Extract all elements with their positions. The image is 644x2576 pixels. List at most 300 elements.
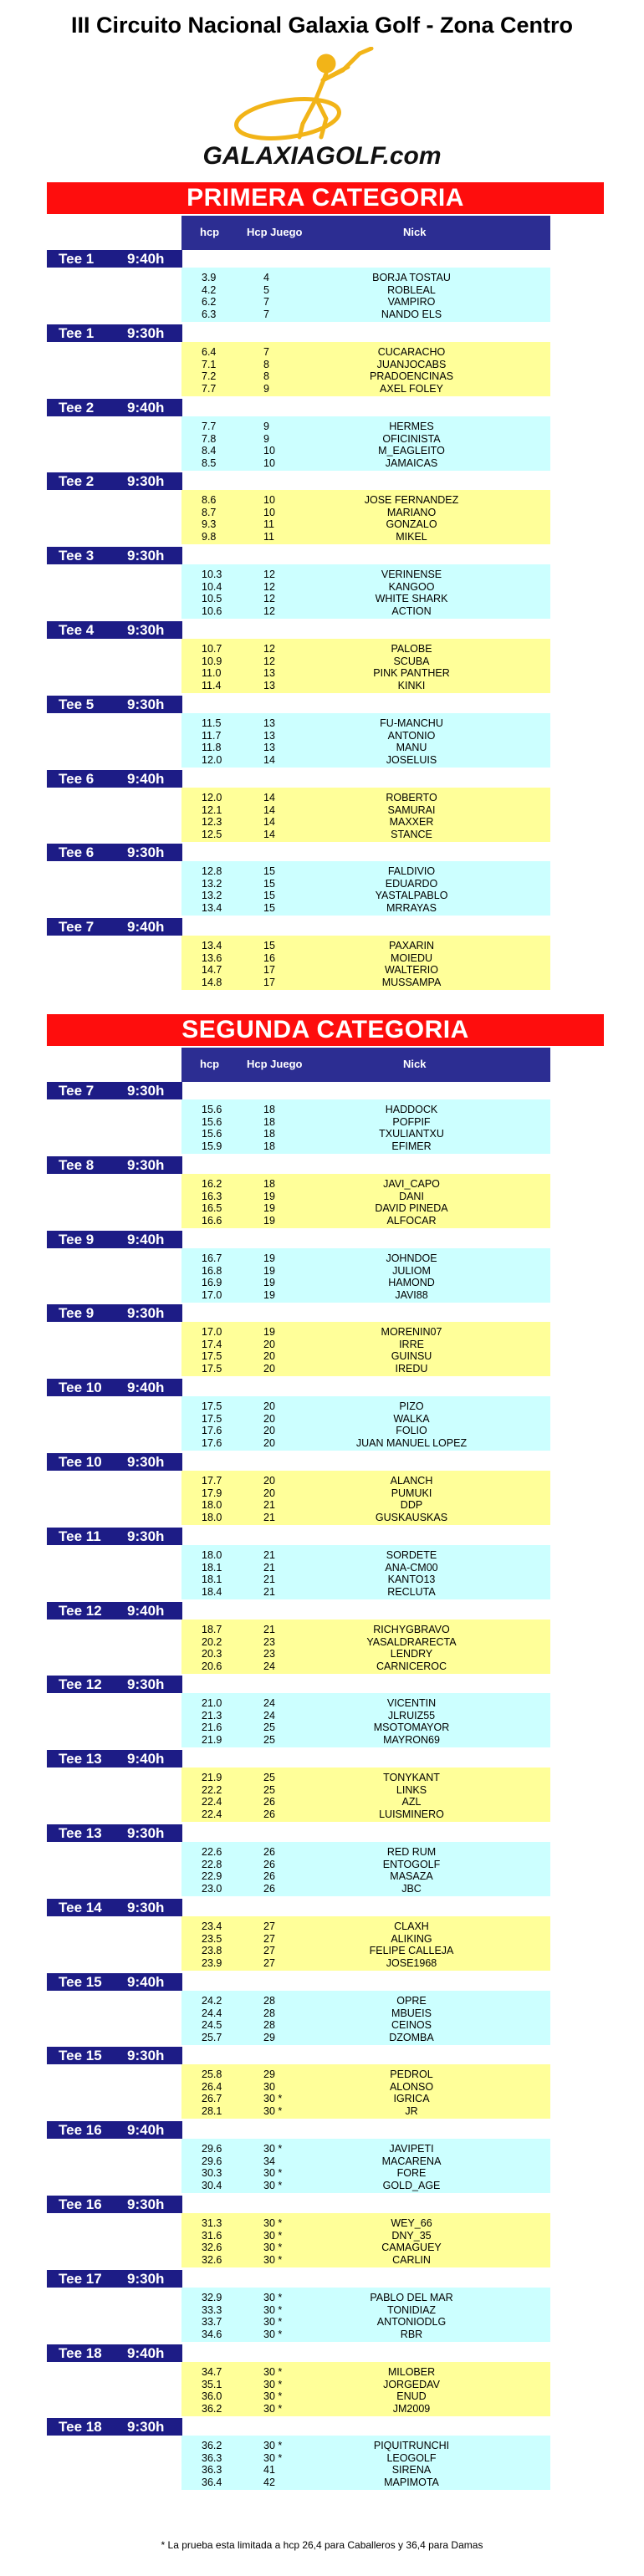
player-row <box>181 2105 550 2118</box>
player-hcp: 15.9 <box>202 1140 222 1152</box>
player-row <box>181 742 550 754</box>
tee-group <box>181 1396 550 1451</box>
player-row <box>181 1784 550 1797</box>
player-nick: JM2009 <box>392 2402 431 2415</box>
tee-number: Tee 7 <box>59 919 95 935</box>
tee-group <box>181 1693 550 1747</box>
player-hcp-juego: 20 <box>263 1338 275 1350</box>
player-row <box>181 2403 550 2415</box>
player-hcp-juego: 12 <box>263 643 275 655</box>
player-hcp: 8.4 <box>202 445 217 457</box>
player-nick: PAXARIN <box>389 940 434 951</box>
player-nick: FU-MANCHU <box>380 717 443 729</box>
tee-group <box>181 2213 550 2267</box>
start-time: 9:30h <box>127 2196 165 2212</box>
player-hcp-juego: 19 <box>263 1288 275 1301</box>
player-row <box>181 1289 550 1302</box>
player-row <box>181 2007 550 2020</box>
start-time: 9:40h <box>127 2345 165 2361</box>
page-title: III Circuito Nacional Galaxia Golf - Zona Centro <box>70 13 574 38</box>
player-nick: OFICINISTA <box>382 432 441 445</box>
start-time: 9:40h <box>127 919 165 935</box>
player-row <box>181 878 550 890</box>
start-time: 9:40h <box>127 1751 165 1767</box>
player-row <box>181 507 550 519</box>
player-hcp: 22.6 <box>202 1846 222 1858</box>
tee-group <box>181 1767 550 1822</box>
player-row <box>181 1697 550 1710</box>
player-nick: MACARENA <box>381 2155 442 2167</box>
tee-number: Tee 5 <box>59 696 95 712</box>
player-hcp-juego: 30 * <box>263 2440 283 2451</box>
player-nick: GUINSU <box>391 1350 432 1362</box>
tee-group <box>181 2436 550 2490</box>
player-nick: JOSE FERNANDEZ <box>364 494 459 506</box>
player-row <box>181 1933 550 1946</box>
player-nick: MARIANO <box>386 506 437 518</box>
player-nick: PEDROL <box>390 2068 433 2080</box>
player-hcp: 26.4 <box>202 2080 222 2093</box>
player-hcp-juego: 26 <box>263 1882 275 1895</box>
player-row <box>181 1808 550 1821</box>
start-time: 9:40h <box>127 251 165 267</box>
player-hcp: 32.6 <box>202 2253 222 2266</box>
player-nick: JAMAICAS <box>385 457 438 469</box>
player-hcp-juego: 16 <box>263 951 275 964</box>
player-hcp: 31.6 <box>202 2229 222 2242</box>
player-row <box>181 2068 550 2081</box>
player-hcp-juego: 30 <box>263 2080 275 2093</box>
player-hcp-juego: 12 <box>263 655 275 667</box>
player-hcp: 16.7 <box>202 1252 222 1264</box>
player-row <box>181 1265 550 1278</box>
player-hcp-juego: 7 <box>263 346 269 358</box>
player-hcp-juego: 19 <box>263 1252 275 1264</box>
player-hcp-juego: 23 <box>263 1635 275 1648</box>
player-row <box>181 581 550 594</box>
tee-time-label <box>47 918 182 936</box>
player-hcp: 18.0 <box>202 1499 222 1511</box>
player-row <box>181 754 550 767</box>
tee-number: Tee 14 <box>59 1900 102 1915</box>
player-nick: PABLO DEL MAR <box>370 2292 453 2303</box>
player-hcp-juego: 13 <box>263 717 275 729</box>
player-nick: JUAN MANUEL LOPEZ <box>355 1436 468 1449</box>
player-hcp: 7.2 <box>202 370 217 382</box>
player-row <box>181 1400 550 1413</box>
player-row <box>181 1363 550 1375</box>
player-hcp-juego: 14 <box>263 792 275 803</box>
player-nick: MORENIN07 <box>381 1326 442 1338</box>
player-row <box>181 902 550 915</box>
player-hcp: 11.5 <box>202 717 222 729</box>
player-nick: MILOBER <box>387 2366 436 2378</box>
player-row <box>181 445 550 457</box>
player-hcp-juego: 24 <box>263 1709 275 1722</box>
player-row <box>181 1128 550 1140</box>
player-nick: LUISMINERO <box>379 1808 444 1820</box>
player-hcp-juego: 26 <box>263 1870 275 1882</box>
player-row <box>181 829 550 841</box>
player-row <box>181 1562 550 1574</box>
player-nick: JORGEDAV <box>383 2378 440 2390</box>
tee-group <box>181 490 550 544</box>
player-hcp-juego: 19 <box>263 1277 275 1288</box>
player-hcp: 21.0 <box>202 1697 222 1709</box>
player-hcp: 23.8 <box>202 1945 222 1956</box>
player-row <box>181 2230 550 2242</box>
player-hcp: 16.3 <box>202 1190 222 1202</box>
player-nick: TONYKANT <box>383 1772 440 1783</box>
player-hcp: 21.6 <box>202 1722 222 1733</box>
player-nick: PIQUITRUNCHI <box>373 2440 450 2451</box>
tee-group <box>181 2288 550 2342</box>
player-row <box>181 1326 550 1339</box>
player-row <box>181 2464 550 2477</box>
header-hcp: hcp <box>200 226 220 238</box>
player-hcp-juego: 21 <box>263 1624 275 1635</box>
player-hcp: 18.0 <box>202 1511 222 1523</box>
player-hcp: 30.3 <box>202 2167 222 2179</box>
player-row <box>181 1883 550 1895</box>
tee-number: Tee 15 <box>59 1974 102 1990</box>
player-row <box>181 2093 550 2105</box>
player-hcp: 16.9 <box>202 1277 222 1288</box>
player-hcp-juego: 10 <box>263 457 275 469</box>
player-row <box>181 1660 550 1673</box>
player-nick: RED RUM <box>386 1846 437 1858</box>
player-hcp: 21.9 <box>202 1733 222 1746</box>
player-hcp-juego: 30 * <box>263 2366 283 2378</box>
player-hcp: 17.4 <box>202 1338 222 1350</box>
player-hcp-juego: 14 <box>263 816 275 828</box>
player-hcp-juego: 12 <box>263 604 275 617</box>
header-hcp-juego: Hcp Juego <box>247 1058 303 1070</box>
player-hcp-juego: 18 <box>263 1140 275 1152</box>
player-hcp: 10.7 <box>202 643 222 655</box>
tee-number: Tee 16 <box>59 2122 102 2138</box>
player-row <box>181 2440 550 2452</box>
player-hcp: 30.4 <box>202 2179 222 2191</box>
player-row <box>181 421 550 433</box>
player-nick: JAVI88 <box>395 1288 428 1301</box>
start-time: 9:30h <box>127 2271 165 2287</box>
player-nick: STANCE <box>391 828 432 840</box>
player-hcp: 12.0 <box>202 753 222 766</box>
header-nick: Nick <box>403 1058 427 1070</box>
player-hcp-juego: 20 <box>263 1362 275 1375</box>
logo-wordmark: GALAXIAGOLF.com <box>202 142 442 170</box>
tee-number: Tee 11 <box>59 1528 101 1544</box>
player-nick: MRRAYAS <box>386 901 437 914</box>
player-hcp-juego: 26 <box>263 1858 275 1870</box>
player-row <box>181 518 550 531</box>
player-hcp-juego: 19 <box>263 1214 275 1227</box>
player-row <box>181 667 550 680</box>
player-hcp-juego: 11 <box>263 518 274 530</box>
player-hcp-juego: 30 * <box>263 2390 283 2402</box>
player-row <box>181 2329 550 2341</box>
tee-time-label <box>47 2418 182 2436</box>
player-hcp: 7.7 <box>202 382 217 395</box>
player-nick: JOHNDOE <box>386 1252 437 1264</box>
player-hcp: 18.0 <box>202 1549 222 1561</box>
start-time: 9:40h <box>127 1974 165 1990</box>
player-hcp-juego: 4 <box>263 272 269 283</box>
player-hcp: 18.1 <box>202 1574 222 1585</box>
player-hcp: 4.2 <box>202 283 217 296</box>
player-hcp-juego: 27 <box>263 1956 275 1969</box>
player-nick: DANI <box>399 1190 424 1202</box>
player-nick: KANTO13 <box>387 1574 436 1585</box>
player-hcp: 22.8 <box>202 1858 222 1870</box>
player-hcp-juego: 18 <box>263 1178 275 1190</box>
tee-time-label <box>47 1602 182 1620</box>
player-hcp: 17.5 <box>202 1362 222 1375</box>
player-row <box>181 2292 550 2304</box>
player-row <box>181 1140 550 1153</box>
player-nick: RICHYGBRAVO <box>373 1624 450 1635</box>
player-hcp-juego: 10 <box>263 506 275 518</box>
player-hcp-juego: 30 * <box>263 2316 283 2328</box>
player-nick: PIZO <box>399 1400 424 1412</box>
tee-number: Tee 12 <box>59 1676 102 1692</box>
player-hcp: 36.0 <box>202 2390 222 2402</box>
tee-time-label <box>47 1750 182 1767</box>
header-nick: Nick <box>403 226 427 238</box>
tee-group <box>181 936 550 990</box>
player-hcp-juego: 24 <box>263 1697 275 1709</box>
player-hcp: 10.3 <box>202 569 222 580</box>
player-nick: ENTOGOLF <box>382 1858 441 1870</box>
player-hcp-juego: 25 <box>263 1772 275 1783</box>
player-hcp-juego: 10 <box>263 445 275 457</box>
player-hcp-juego: 13 <box>263 679 275 691</box>
player-nick: CEINOS <box>391 2019 432 2031</box>
player-row <box>181 1586 550 1599</box>
player-hcp: 12.8 <box>202 865 222 877</box>
player-nick: MBUEIS <box>391 2007 432 2019</box>
tee-group <box>181 342 550 396</box>
player-nick: POFPIF <box>392 1115 431 1128</box>
player-row <box>181 1624 550 1636</box>
player-row <box>181 1648 550 1660</box>
player-row <box>181 1710 550 1722</box>
player-nick: CLAXH <box>394 1921 429 1932</box>
tee-time-label <box>47 250 182 268</box>
player-hcp: 26.7 <box>202 2093 222 2104</box>
player-row <box>181 383 550 395</box>
player-hcp-juego: 18 <box>263 1104 275 1115</box>
player-nick: IGRICA <box>393 2093 430 2104</box>
player-row <box>181 1734 550 1747</box>
player-hcp: 10.9 <box>202 655 222 667</box>
player-row <box>181 1178 550 1191</box>
player-nick: GUSKAUSKAS <box>375 1511 448 1523</box>
player-hcp: 3.9 <box>202 272 217 283</box>
player-hcp-juego: 9 <box>263 432 269 445</box>
player-row <box>181 2379 550 2391</box>
start-time: 9:30h <box>127 548 165 564</box>
player-nick: HERMES <box>389 421 434 432</box>
player-hcp: 7.8 <box>202 432 217 445</box>
player-row <box>181 655 550 668</box>
player-hcp-juego: 26 <box>263 1808 275 1820</box>
player-hcp: 13.6 <box>202 951 222 964</box>
player-hcp-juego: 30 * <box>263 2093 283 2104</box>
player-hcp-juego: 13 <box>263 729 275 742</box>
tee-time-label <box>47 472 182 490</box>
player-hcp-juego: 21 <box>263 1585 275 1598</box>
tee-group <box>181 2139 550 2193</box>
player-hcp: 17.9 <box>202 1487 222 1499</box>
player-hcp: 10.6 <box>202 604 222 617</box>
player-nick: JUANJOCABS <box>376 358 447 370</box>
tee-time-label <box>47 1528 182 1545</box>
player-hcp: 24.4 <box>202 2007 222 2019</box>
player-hcp: 32.6 <box>202 2242 222 2253</box>
player-hcp: 36.4 <box>202 2476 222 2488</box>
player-nick: MAYRON69 <box>383 1733 440 1746</box>
player-row <box>181 2366 550 2379</box>
player-hcp: 29.6 <box>202 2143 222 2155</box>
player-row <box>181 1499 550 1512</box>
player-nick: YASALDRARECTA <box>366 1635 457 1648</box>
player-row <box>181 643 550 655</box>
tee-time-label <box>47 1082 182 1099</box>
player-row <box>181 952 550 965</box>
player-hcp: 17.6 <box>202 1425 222 1436</box>
player-hcp: 8.7 <box>202 506 217 518</box>
player-hcp-juego: 20 <box>263 1487 275 1499</box>
player-hcp: 22.9 <box>202 1870 222 1882</box>
player-nick: ALIKING <box>391 1932 432 1945</box>
player-hcp: 23.9 <box>202 1956 222 1969</box>
player-hcp-juego: 27 <box>263 1945 275 1956</box>
player-hcp: 17.7 <box>202 1475 222 1487</box>
player-row <box>181 1574 550 1586</box>
tee-group <box>181 788 550 842</box>
player-hcp: 23.5 <box>202 1932 222 1945</box>
tee-number: Tee 9 <box>59 1232 95 1247</box>
player-hcp: 10.4 <box>202 580 222 593</box>
category-banner: SEGUNDA CATEGORIA <box>47 1014 604 1046</box>
header-hcp-juego: Hcp Juego <box>247 226 303 238</box>
player-hcp-juego: 25 <box>263 1733 275 1746</box>
player-nick: ANA-CM00 <box>385 1561 438 1574</box>
player-hcp-juego: 21 <box>263 1549 275 1561</box>
tee-time-label <box>47 1379 182 1396</box>
player-hcp: 10.5 <box>202 593 222 604</box>
player-row <box>181 2180 550 2192</box>
player-row <box>181 964 550 977</box>
footnote: * La prueba esta limitada a hcp 26,4 para Caballeros y 36,4 para Damas <box>161 2539 483 2551</box>
player-hcp-juego: 20 <box>263 1436 275 1449</box>
player-row <box>181 2217 550 2230</box>
player-hcp: 17.5 <box>202 1350 222 1362</box>
player-row <box>181 605 550 618</box>
category-banner: PRIMERA CATEGORIA <box>47 182 604 214</box>
player-nick: ALFOCAR <box>386 1214 437 1227</box>
player-hcp: 12.3 <box>202 816 222 828</box>
player-nick: TXULIANTXU <box>379 1128 444 1140</box>
player-hcp-juego: 7 <box>263 308 269 320</box>
player-hcp-juego: 28 <box>263 2019 275 2031</box>
player-nick: MASAZA <box>390 1870 433 1882</box>
start-time: 9:30h <box>127 1676 165 1692</box>
player-hcp: 36.2 <box>202 2440 222 2451</box>
player-row <box>181 1277 550 1289</box>
tee-group <box>181 861 550 916</box>
player-row <box>181 1191 550 1203</box>
player-row <box>181 1116 550 1129</box>
player-nick: ANTONIODLG <box>376 2316 447 2328</box>
player-hcp-juego: 30 * <box>263 2242 283 2253</box>
tee-number: Tee 15 <box>59 2048 102 2063</box>
player-nick: JULIOM <box>392 1264 431 1277</box>
player-row <box>181 1487 550 1500</box>
player-hcp-juego: 15 <box>263 940 275 951</box>
tee-number: Tee 10 <box>59 1380 102 1395</box>
player-row <box>181 296 550 309</box>
player-nick: SCUBA <box>393 655 430 667</box>
player-row <box>181 940 550 952</box>
player-hcp-juego: 10 <box>263 494 275 506</box>
player-hcp-juego: 34 <box>263 2155 275 2167</box>
player-hcp-juego: 20 <box>263 1425 275 1436</box>
player-hcp-juego: 21 <box>263 1574 275 1585</box>
player-hcp-juego: 30 * <box>263 2253 283 2266</box>
player-row <box>181 816 550 829</box>
player-row <box>181 2477 550 2489</box>
player-nick: NANDO ELS <box>381 308 442 320</box>
player-hcp: 12.5 <box>202 828 222 840</box>
player-row <box>181 2032 550 2044</box>
player-hcp-juego: 41 <box>263 2464 275 2476</box>
tee-group <box>181 1174 550 1228</box>
player-hcp: 23.4 <box>202 1921 222 1932</box>
tee-group <box>181 268 550 322</box>
player-nick: LENDRY <box>390 1648 433 1660</box>
player-row <box>181 1870 550 1883</box>
player-nick: ACTION <box>391 604 432 617</box>
player-hcp: 18.7 <box>202 1624 222 1635</box>
tee-number: Tee 2 <box>59 400 95 416</box>
tee-group <box>181 564 550 619</box>
player-hcp-juego: 7 <box>263 296 269 308</box>
player-hcp: 6.2 <box>202 296 217 308</box>
player-hcp: 20.6 <box>202 1660 222 1672</box>
tee-number: Tee 4 <box>59 622 95 638</box>
player-hcp-juego: 21 <box>263 1511 275 1523</box>
tee-time-label <box>47 621 182 639</box>
player-hcp: 20.2 <box>202 1635 222 1648</box>
player-nick: JLRUIZ55 <box>387 1709 436 1722</box>
player-row <box>181 1425 550 1437</box>
tee-time-label <box>47 324 182 342</box>
player-nick: FELIPE CALLEJA <box>369 1945 454 1956</box>
player-hcp-juego: 30 * <box>263 2292 283 2303</box>
player-row <box>181 1512 550 1524</box>
player-row <box>181 433 550 446</box>
player-hcp-juego: 30 * <box>263 2378 283 2390</box>
player-hcp: 11.8 <box>202 742 222 753</box>
tee-group <box>181 1842 550 1896</box>
player-hcp-juego: 8 <box>263 370 269 382</box>
player-nick: PUMUKI <box>391 1487 432 1499</box>
tee-group <box>181 416 550 471</box>
player-row <box>181 2242 550 2254</box>
